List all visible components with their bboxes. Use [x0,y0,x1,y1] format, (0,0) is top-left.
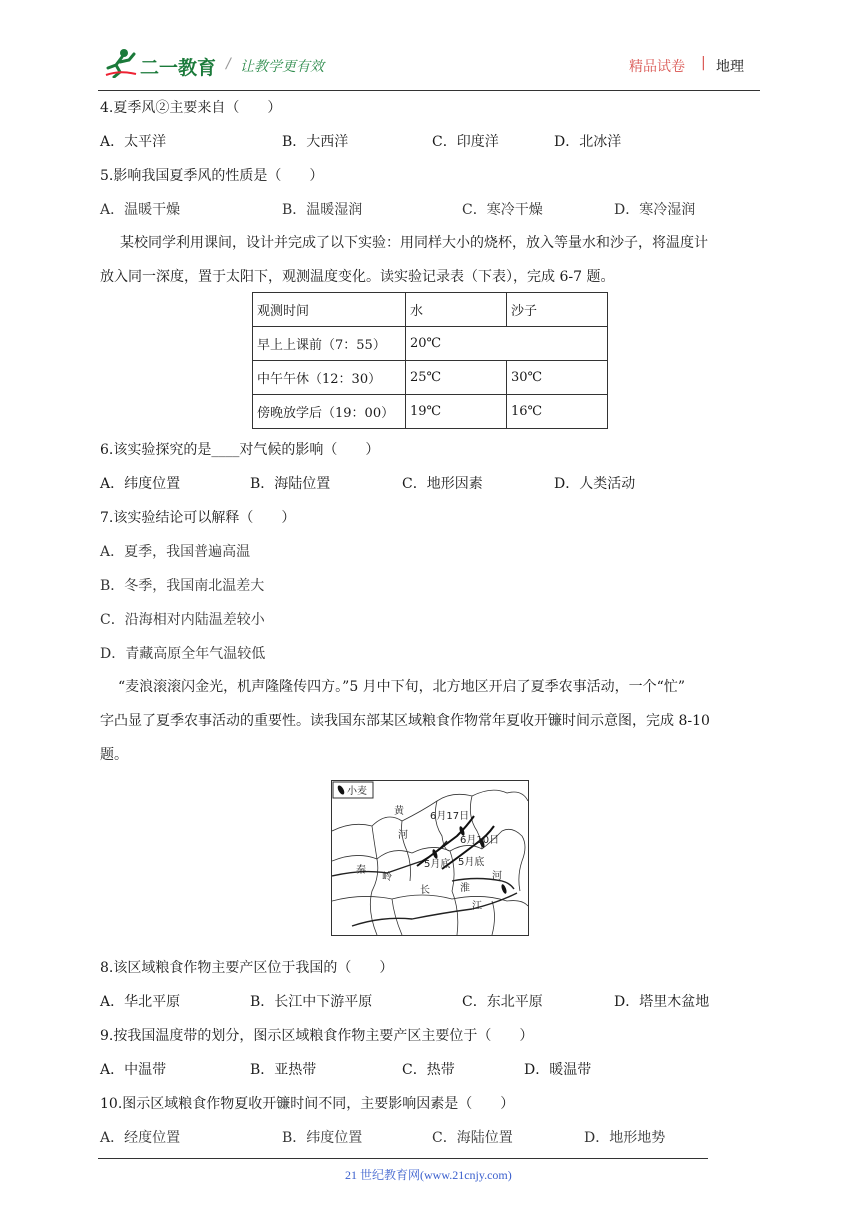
header-time: 观测时间 [253,293,406,327]
slogan: 让教学更有效 [240,59,324,75]
tag-label: 精品试卷 [629,59,685,75]
q8-option-c[interactable]: C．东北平原 [462,994,543,1010]
q5-option-a[interactable]: A．温暖干燥 [100,202,181,218]
slogan-separator: / [226,56,231,72]
q7-option-c[interactable]: C．沿海相对内陆温差较小 [100,612,265,628]
q9-option-b[interactable]: B．亚热带 [250,1062,317,1078]
cell-time: 中午午休（12：30） [253,361,406,395]
q9-option-a[interactable]: A．中温带 [100,1062,167,1078]
q10-option-b[interactable]: B．纬度位置 [282,1130,363,1146]
cell-sand: 30℃ [507,361,608,395]
q7-option-d[interactable]: D．青藏高原全年气温较低 [100,646,266,662]
cell-time: 早上上课前（7：55） [253,327,406,361]
passage-1-line-2: 放入同一深度，置于太阳下，观测温度变化。读实验记录表（下表），完成 6-7 题。 [100,269,615,285]
question-4-stem: 4.夏季风②主要来自（ ） [100,100,282,116]
q4-option-a[interactable]: A．太平洋 [100,134,167,150]
map-label-qin: 秦 [356,865,366,876]
passage-2-line-2: 字凸显了夏季农事活动的重要性。读我国东部某区域粮食作物常年夏收开镰时间示意图，完成 8-10 [100,713,710,729]
q8-option-d[interactable]: D．塔里木盆地 [614,994,710,1010]
header-sand: 沙子 [507,293,608,327]
question-6-stem: 6.该实验探究的是____对气候的影响（ ） [100,442,380,458]
q6-option-b[interactable]: B．海陆位置 [250,476,331,492]
question-9-stem: 9.按我国温度带的划分，图示区域粮食作物主要产区主要位于（ ） [100,1028,534,1044]
table-row [253,395,608,429]
q8-option-b[interactable]: B．长江中下游平原 [250,994,373,1010]
q9-option-d[interactable]: D．暖温带 [524,1062,592,1078]
q10-option-d[interactable]: D．地形地势 [584,1130,666,1146]
harvest-map [332,781,528,935]
q5-option-b[interactable]: B．温暖湿润 [282,202,363,218]
q5-option-c[interactable]: C．寒冷干燥 [462,202,543,218]
legend-label: 小麦 [347,786,367,797]
q4-option-b[interactable]: B．大西洋 [282,134,349,150]
q6-option-c[interactable]: C．地形因素 [402,476,483,492]
subject-label: 地理 [716,59,744,75]
q10-option-a[interactable]: A．经度位置 [100,1130,181,1146]
q8-option-a[interactable]: A．华北平原 [100,994,181,1010]
footer-link[interactable]: 21 世纪教育网(www.21cnjy.com) [345,1168,512,1182]
q4-option-d[interactable]: D．北冰洋 [554,134,622,150]
q6-option-a[interactable]: A．纬度位置 [100,476,181,492]
map-label-huang: 黄 [394,806,404,817]
footer-divider [98,1158,708,1159]
passage-2-line-1: “麦浪滚滚闪金光，机声隆隆传四方。”5 月中下旬，北方地区开启了夏季农事活动，一个“忙” [118,679,685,695]
cell-water: 25℃ [406,361,507,395]
question-5-stem: 5.影响我国夏季风的性质是（ ） [100,168,324,184]
map-date-end-may-2: 5月底 [458,857,485,868]
passage-2-line-3: 题。 [100,747,128,763]
rivers [332,841,517,926]
header-divider [98,90,760,91]
map-label-jiang: 江 [472,901,482,912]
map-date-end-may-1: 5月底 [424,859,451,870]
question-7-stem: 7.该实验结论可以解释（ ） [100,510,296,526]
map-label-he: 河 [398,830,408,841]
tag-divider: | [701,55,706,71]
table-header-row [253,293,608,327]
cell-water: 20℃ [406,327,608,361]
logo-text: 二一教育 [140,57,217,79]
q9-option-c[interactable]: C．热带 [402,1062,455,1078]
harvest-map-figure [331,780,529,936]
cell-time: 傍晚放学后（19：00） [253,395,406,429]
q6-option-d[interactable]: D．人类活动 [554,476,636,492]
map-label-ling: 岭 [382,872,392,883]
q7-option-b[interactable]: B．冬季，我国南北温差大 [100,578,265,594]
passage-1-line-1: 某校同学利用课间，设计并完成了以下实验：用同样大小的烧杯，放入等量水和沙子，将温度计 [120,235,708,251]
map-label-chang: 长 [420,885,430,896]
cell-sand: 16℃ [507,395,608,429]
map-date-june-17: 6月17日 [430,811,470,822]
q4-option-c[interactable]: C．印度洋 [432,134,499,150]
table-row [253,361,608,395]
map-label-he-2: 河 [492,871,502,882]
runner-logo-icon [104,48,138,78]
question-8-stem: 8.该区域粮食作物主要产区位于我国的（ ） [100,960,394,976]
experiment-table [252,292,608,429]
q5-option-d[interactable]: D．寒冷湿润 [614,202,696,218]
table-row [253,327,608,361]
cell-water: 19℃ [406,395,507,429]
q7-option-a[interactable]: A．夏季，我国普遍高温 [100,544,251,560]
header-water: 水 [406,293,507,327]
question-10-stem: 10.图示区域粮食作物夏收开镰时间不同，主要影响因素是（ ） [100,1096,515,1112]
q10-option-c[interactable]: C．海陆位置 [432,1130,513,1146]
map-label-huai: 淮 [460,883,470,894]
map-date-june-10: 6月10日 [460,835,500,846]
